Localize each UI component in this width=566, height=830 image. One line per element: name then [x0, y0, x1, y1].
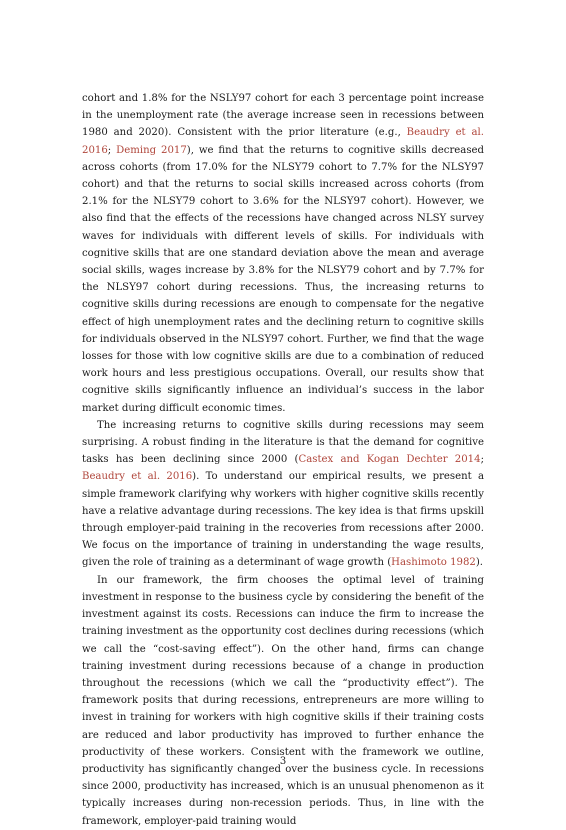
paragraph-text: ). To understand our empirical results, we present a simple framework clarifying why workers with higher cognitive skills recently have a relative advantage during recessions. The key idea is that firms upskill through employer-paid training in the recoveries from recessions after 2000. We focus on the importance of training in understanding the wage results, given the role of training as a determinant of wage growth (	[82, 471, 484, 569]
citation-link[interactable]: Hashimoto 1982	[391, 557, 476, 569]
paragraph-text: In our framework, the firm chooses the optimal level of training investment in response to the business cycle by considering the benefit of the investment against its costs. Recessions can induce the firm to increase the training investment as the opportunity cost declines during recessions (which we call the “cost-saving effect”). On the other hand, firms can change training investment during recessions because of a change in production throughout the recessions (which we call the “productivity effect”). The framework posits that during recessions, entrepreneurs are more willing to invest in training for workers with high cognitive skills if their training costs are reduced and labor productivity has improved to further enhance the productivity of these workers. Consistent with the framework we outline, productivity has significantly changed over the business cycle. In recessions since 2000, productivity has increased, which is an unusual phenomenon as it typically increases during non-recession periods. Thus, in line with the framework, employer-paid training would	[82, 574, 484, 827]
paragraph	[82, 90, 484, 417]
page-number: 3	[279, 756, 287, 767]
paragraph-text: The increasing returns to cognitive skills during recessions may seem surprising. A robust finding in the literature is that the demand for cognitive tasks has been declining since 2000 (	[82, 419, 484, 466]
citation-link[interactable]: Beaudry et al. 2016	[82, 127, 484, 156]
paragraph	[82, 572, 484, 830]
paragraph-text: ).	[475, 557, 484, 569]
paragraph-text: ;	[107, 144, 117, 156]
body-text	[82, 90, 484, 830]
paragraph	[82, 417, 484, 572]
citation-link[interactable]: Castex and Kogan Dechter 2014	[298, 454, 481, 466]
paragraph-text: ), we find that the returns to cognitive skills decreased across cohorts (from 17.0% for the NLSY79 cohort to 7.7% for the NLSY97 cohort) and that the returns to social skills increased across cohorts (from 2.1% for the NLSY79 cohort to 3.6% for the NLSY97 cohort). However, we also find that the effects of the recessions have changed across NLSY survey waves for individuals with different levels of skills. For individuals with cognitive skills that are one standard deviation above the mean and average social skills, wages increase by 3.8% for the NLSY79 cohort and by 7.7% for the NLSY97 cohort during recessions. Thus, the increasing returns to cognitive skills during recessions are enough to compensate for the negative effect of high unemployment rates and the declining return to cognitive skills for individuals observed in the NLSY97 cohort. Further, we find that the wage losses for those with low cognitive skills are due to a combination of reduced work hours and less prestigious occupations. Overall, our results show that cognitive skills significantly influence an individual’s success in the labor market during difficult economic times.	[82, 144, 484, 414]
citation-link[interactable]: Beaudry et al. 2016	[82, 471, 193, 483]
paragraph-text: cohort and 1.8% for the NSLY97 cohort for each 3 percentage point increase in the unemployment rate (the average increase seen in recessions between 1980 and 2020). Consistent with the prior literature (e.g.,	[82, 93, 484, 139]
paragraph-text: ;	[480, 454, 484, 466]
citation-link[interactable]: Deming 2017	[116, 144, 187, 156]
